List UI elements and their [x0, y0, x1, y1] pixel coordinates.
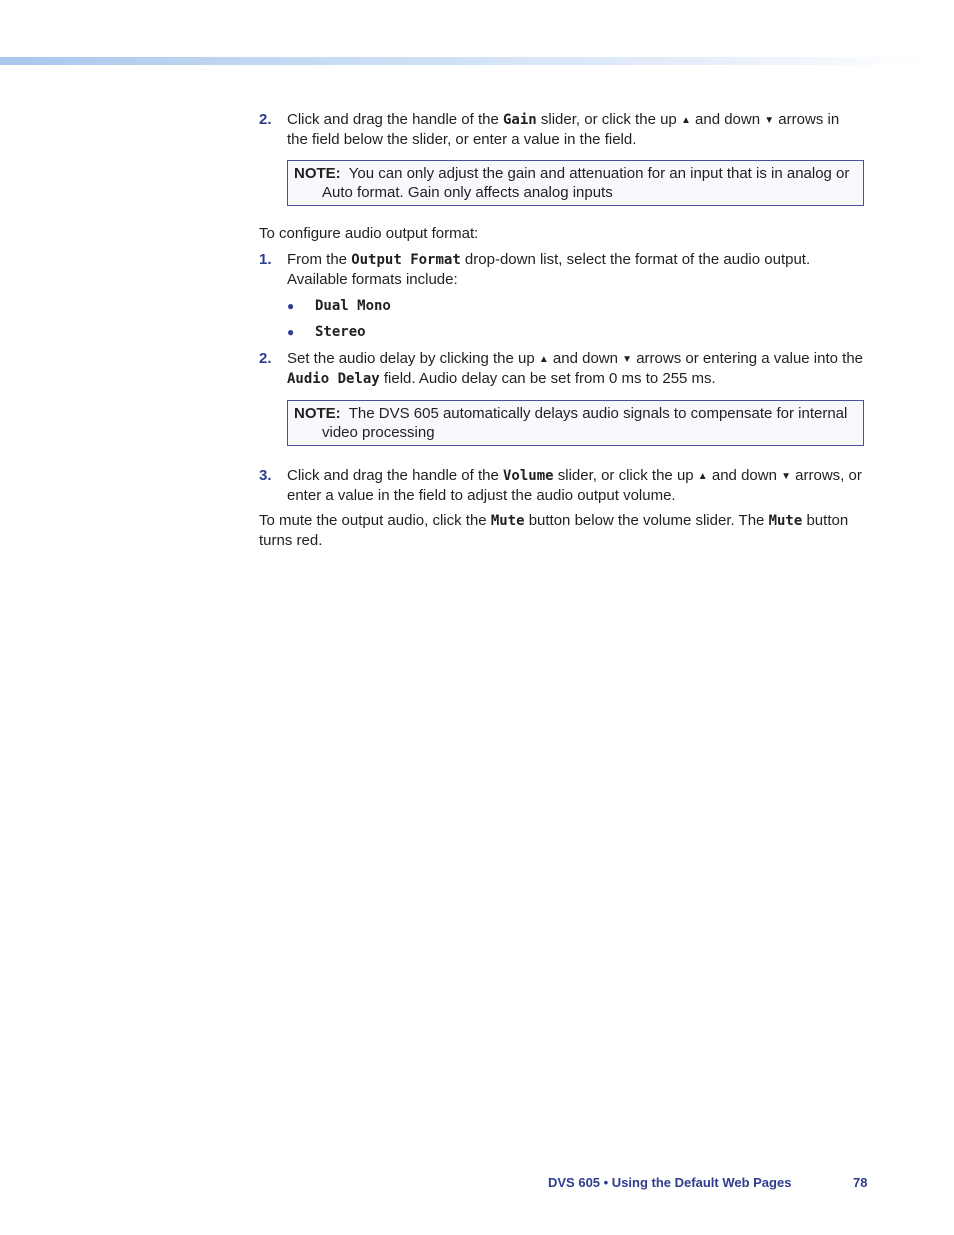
page-footer: [548, 1174, 868, 1192]
bullet-icon: ●: [287, 325, 295, 339]
step-1-output-format: 1. From the Output Format drop-down list, select the format of the audio output. Available formats include:: [259, 251, 811, 288]
page-number: 78: [853, 1175, 868, 1190]
up-arrow-icon: ▲: [538, 354, 549, 365]
step-number: 1.: [259, 251, 272, 268]
note-label: NOTE:: [294, 405, 341, 422]
note-text: The DVS 605 automatically delays audio signals to compensate for internal video processing: [322, 405, 848, 441]
footer-title: DVS 605 • Using the Default Web Pages: [548, 1175, 792, 1190]
audio-delay-code: Audio Delay: [287, 371, 380, 387]
output-format-code: Output Format: [351, 252, 461, 268]
header-gradient-bar: [0, 57, 930, 65]
step-3-volume: 3. Click and drag the handle of the Volume slider, or click the up ▲ and down ▼ arrows, or enter a value in the field to adjust the audio output volume.: [259, 467, 862, 504]
mute-code: Mute: [768, 513, 803, 529]
note-label: NOTE:: [294, 165, 341, 182]
list-item: ● Dual Mono: [287, 293, 864, 319]
section-heading: To configure audio output format:: [259, 225, 479, 242]
volume-code: Volume: [502, 468, 554, 484]
step-number: 2.: [259, 111, 272, 128]
note-gain: [287, 160, 864, 206]
list-item: ● Stereo: [287, 319, 864, 345]
down-arrow-icon: ▼: [764, 115, 775, 126]
up-arrow-icon: ▲: [680, 115, 691, 126]
down-arrow-icon: ▼: [622, 354, 633, 365]
mute-paragraph: To mute the output audio, click the Mute button below the volume slider. The Mute button turns red.: [259, 512, 849, 549]
down-arrow-icon: ▼: [781, 471, 791, 482]
bullet-icon: ●: [287, 299, 295, 313]
up-arrow-icon: ▲: [697, 471, 708, 482]
mute-code: Mute: [490, 513, 525, 529]
gain-code: Gain: [502, 112, 537, 128]
mute-lead: To mute the output audio: [259, 512, 425, 529]
page-content: [259, 110, 864, 550]
step-2-audio-delay: 2. Set the audio delay by clicking the up ▲ and down ▼ arrows or entering a value into the Audio Delay field. Audio delay can be set from 0 ms to 255 ms.: [259, 350, 864, 387]
step-2-gain: 2. Click and drag the handle of the Gain slider, or click the up ▲ and down ▼ arrows in the field below the slider, or enter a value in the field.: [259, 111, 840, 148]
format-list: [287, 293, 864, 345]
step-number: 3.: [259, 467, 272, 484]
note-audio-delay: [287, 400, 864, 446]
note-text: You can only adjust the gain and attenuation for an input that is in analog or Auto format. Gain only affects analog inputs: [322, 165, 850, 201]
step-number: 2.: [259, 350, 272, 367]
